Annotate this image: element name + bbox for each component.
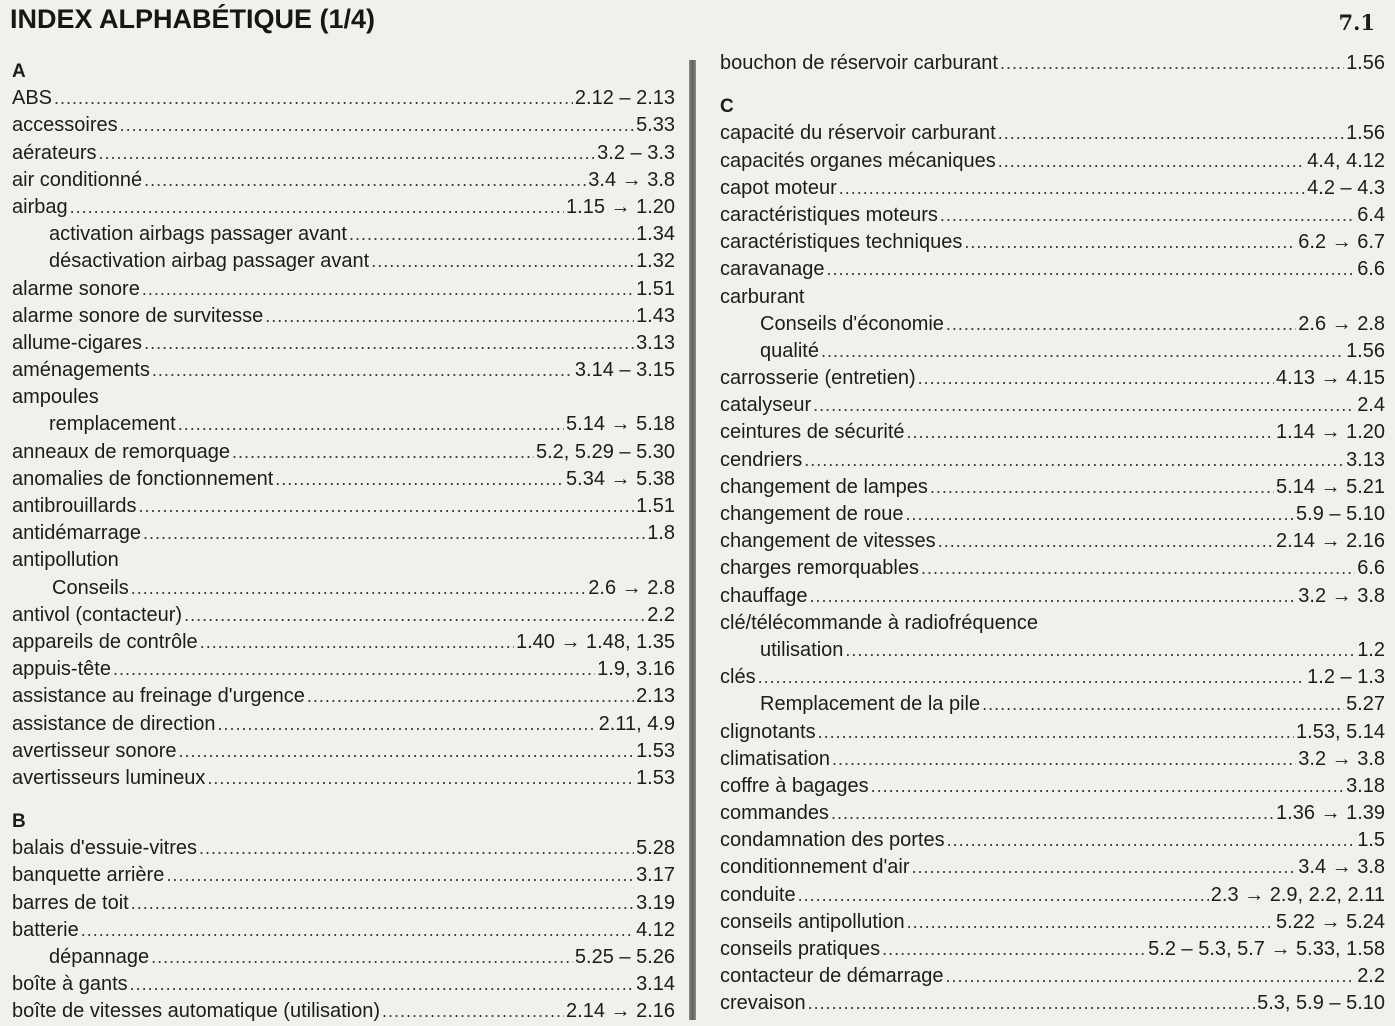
index-entry <box>720 990 1385 1017</box>
index-entry <box>12 112 675 139</box>
index-entry <box>720 175 1385 202</box>
index-page-ref: 1.14 → 1.20 <box>1276 421 1385 444</box>
index-page-ref: 2.12 – 2.13 <box>574 87 675 110</box>
index-term: alarme sonore <box>12 277 140 300</box>
index-term: clé/télécommande à radiofréquence <box>720 611 1038 634</box>
dot-leader <box>945 963 1355 990</box>
index-page-ref: 5.34 → 5.38 <box>566 467 675 490</box>
dot-leader <box>964 229 1296 256</box>
dot-leader <box>217 711 596 738</box>
index-entry <box>720 773 1385 800</box>
index-term: capacités organes mécaniques <box>720 149 996 172</box>
index-term: allume-cigares <box>12 331 143 354</box>
index-page-ref: 1.53 <box>636 766 675 789</box>
index-page-ref: 4.2 – 4.3 <box>1307 176 1385 199</box>
index-term: remplacement <box>49 413 176 436</box>
index-page-ref: 5.3, 5.9 – 5.10 <box>1257 992 1385 1015</box>
index-term: désactivation airbag passager avant <box>49 250 370 273</box>
index-term: appareils de contrôle <box>12 630 198 653</box>
section-gap <box>12 792 675 808</box>
column-divider <box>689 60 696 1020</box>
index-term: aérateurs <box>12 141 97 164</box>
dot-leader <box>265 303 634 330</box>
index-page-ref: 1.53, 5.14 <box>1296 720 1385 743</box>
index-entry <box>12 411 675 438</box>
index-entry <box>720 800 1385 827</box>
index-entry <box>720 365 1385 392</box>
index-term: avertisseurs lumineux <box>12 766 206 789</box>
index-entry <box>720 501 1385 528</box>
index-term: crevaison <box>720 992 806 1015</box>
index-entry <box>12 683 675 710</box>
dot-leader <box>905 501 1294 528</box>
section-letter <box>720 93 1385 120</box>
index-page-ref: 6.2 → 6.7 <box>1298 231 1385 254</box>
index-page-ref: 1.43 <box>636 304 675 327</box>
index-page-ref: 2.13 <box>636 685 675 708</box>
index-page-ref: 6.6 <box>1357 258 1385 281</box>
index-page-ref: 2.4 <box>1357 394 1385 417</box>
index-column-right <box>720 50 1385 1018</box>
index-page-ref: 5.28 <box>636 837 675 860</box>
page-title: INDEX ALPHABÉTIQUE (1/4) <box>10 4 376 34</box>
index-term: banquette arrière <box>12 864 165 887</box>
index-term: clignotants <box>720 720 816 743</box>
dot-leader <box>152 357 573 384</box>
dot-leader <box>810 583 1297 610</box>
dot-leader <box>845 637 1355 664</box>
index-term: Conseils d'économie <box>760 312 944 335</box>
index-entry <box>720 664 1385 691</box>
dot-leader <box>120 112 634 139</box>
index-page-ref: 5.2, 5.29 – 5.30 <box>535 440 675 463</box>
index-entry <box>12 602 675 629</box>
index-entry <box>12 85 675 112</box>
dot-leader <box>99 140 596 167</box>
index-page-ref: 3.14 <box>636 973 675 996</box>
index-page-ref: 2.3 → 2.9, 2.2, 2.11 <box>1210 883 1385 906</box>
index-page-ref: 2.14 → 2.16 <box>566 1000 675 1023</box>
dot-leader <box>832 746 1296 773</box>
index-entry <box>720 936 1385 963</box>
section-letter-label: C <box>720 96 734 118</box>
index-term: caractéristiques techniques <box>720 231 963 254</box>
index-term: assistance de direction <box>12 712 216 735</box>
index-page-ref: 1.32 <box>636 250 675 273</box>
index-term: barres de toit <box>12 891 129 914</box>
index-page-ref: 5.25 – 5.26 <box>574 946 675 968</box>
index-page-ref: 4.4, 4.12 <box>1307 149 1385 172</box>
index-entry <box>12 738 675 765</box>
dot-leader <box>808 990 1256 1017</box>
index-entry <box>12 835 675 862</box>
index-term: charges remorquables <box>720 557 919 580</box>
index-term: conduite <box>720 883 796 906</box>
index-page-ref: 5.22 → 5.24 <box>1276 910 1385 933</box>
index-page-ref: 3.2 → 3.8 <box>1298 584 1385 607</box>
index-entry <box>720 555 1385 582</box>
index-term: antipollution <box>12 549 119 572</box>
dot-leader <box>275 466 564 493</box>
index-term: changement de roue <box>720 503 904 525</box>
index-entry <box>12 765 675 792</box>
index-page-ref: 1.56 <box>1346 339 1385 362</box>
section-letter-label: B <box>12 811 26 833</box>
index-entry <box>12 547 675 574</box>
index-term: dépannage <box>49 946 150 968</box>
dot-leader <box>813 392 1355 419</box>
dot-leader <box>821 338 1344 365</box>
index-entry <box>720 746 1385 773</box>
index-entry <box>12 998 675 1025</box>
index-entry <box>720 691 1385 718</box>
index-page-ref: 5.27 <box>1346 693 1385 716</box>
dot-leader <box>151 944 573 971</box>
dot-leader <box>382 998 564 1025</box>
index-entry <box>12 194 675 221</box>
index-term: balais d'essuie-vitres <box>12 837 198 860</box>
index-page-ref: 2.6 → 2.8 <box>1298 312 1385 335</box>
dot-leader <box>142 276 634 303</box>
index-page-ref: 2.2 <box>1357 965 1385 988</box>
index-page-ref: 5.9 – 5.10 <box>1296 503 1385 525</box>
index-entry <box>720 882 1385 909</box>
index-entry <box>12 330 675 357</box>
index-page-ref: 6.6 <box>1357 557 1385 580</box>
dot-leader <box>184 602 645 629</box>
index-entry <box>12 890 675 917</box>
index-entry <box>720 447 1385 474</box>
dot-leader <box>199 835 634 862</box>
index-term: boîte à gants <box>12 973 128 996</box>
index-term: ceintures de sécurité <box>720 421 905 444</box>
index-entry <box>720 827 1385 854</box>
index-page-ref: 3.14 – 3.15 <box>574 359 675 382</box>
index-entry <box>12 917 675 944</box>
section-letter <box>12 808 675 835</box>
dot-leader <box>179 738 635 765</box>
dot-leader <box>930 474 1274 501</box>
dot-leader <box>166 862 634 889</box>
index-entry <box>12 944 675 971</box>
index-page-ref: 5.33 <box>636 114 675 137</box>
dot-leader <box>998 148 1305 175</box>
index-page-ref: 1.56 <box>1346 52 1385 74</box>
index-term: carburant <box>720 285 805 308</box>
dot-leader <box>982 691 1344 718</box>
dot-leader <box>178 411 564 438</box>
index-page-ref: 3.17 <box>636 864 675 887</box>
index-term: bouchon de réservoir carburant <box>720 52 998 74</box>
index-page-ref: 3.4 → 3.8 <box>588 168 675 191</box>
index-entry <box>720 338 1385 365</box>
index-entry <box>12 276 675 303</box>
index-entry <box>720 963 1385 990</box>
index-term: climatisation <box>720 747 831 770</box>
index-entry <box>12 248 675 275</box>
dot-leader <box>307 683 634 710</box>
index-page-ref: 1.53 <box>636 739 675 762</box>
dot-leader <box>758 664 1306 691</box>
index-entry <box>720 148 1385 175</box>
index-page-ref: 6.4 <box>1357 203 1385 226</box>
index-term: conseils pratiques <box>720 938 881 960</box>
dot-leader <box>113 656 595 683</box>
index-term: catalyseur <box>720 394 812 417</box>
index-entry <box>12 971 675 998</box>
index-entry <box>12 575 675 602</box>
dot-leader <box>946 311 1296 338</box>
index-term: qualité <box>760 339 819 362</box>
dot-leader <box>349 221 634 248</box>
index-term: batterie <box>12 918 79 941</box>
index-term: accessoires <box>12 114 118 137</box>
index-page-ref: 2.6 → 2.8 <box>588 576 675 599</box>
index-entry <box>720 256 1385 283</box>
index-term: alarme sonore de survitesse <box>12 304 264 327</box>
index-entry <box>720 202 1385 229</box>
dot-leader <box>918 365 1274 392</box>
index-term: carrosserie (entretien) <box>720 367 916 390</box>
dot-leader <box>818 719 1294 746</box>
index-page-ref: 5.14 → 5.21 <box>1276 475 1385 498</box>
section-gap <box>720 77 1385 93</box>
index-page-ref: 1.2 – 1.3 <box>1307 666 1385 689</box>
page-number: 7.1 <box>1338 10 1375 35</box>
index-page-ref: 1.40 → 1.48, 1.35 <box>515 630 675 653</box>
index-entry <box>720 637 1385 664</box>
index-entry <box>12 656 675 683</box>
dot-leader <box>998 120 1344 147</box>
index-entry <box>720 909 1385 936</box>
index-page-ref: 1.51 <box>636 277 675 300</box>
dot-leader <box>232 439 534 466</box>
index-entry <box>720 229 1385 256</box>
dot-leader <box>54 85 573 112</box>
dot-leader <box>798 882 1209 909</box>
index-page-ref: 3.13 <box>1346 448 1385 471</box>
index-page-ref: 1.36 → 1.39 <box>1276 802 1385 825</box>
index-term: cendriers <box>720 448 803 471</box>
index-term: antidémarrage <box>12 522 141 545</box>
index-term: antivol (contacteur) <box>12 603 183 626</box>
index-term: anneaux de remorquage <box>12 440 230 463</box>
index-entry <box>12 439 675 466</box>
index-page-ref: 1.8 <box>647 522 675 545</box>
dot-leader <box>827 256 1356 283</box>
index-term: chauffage <box>720 584 808 607</box>
index-entry <box>12 357 675 384</box>
index-term: ABS <box>12 87 53 110</box>
index-entry <box>720 474 1385 501</box>
index-term: boîte de vitesses automatique (utilisation) <box>12 1000 380 1023</box>
dot-leader <box>921 555 1355 582</box>
index-column-left <box>12 58 675 1026</box>
index-term: condamnation des portes <box>720 829 945 852</box>
index-entry <box>12 520 675 547</box>
index-term: conditionnement d'air <box>720 856 910 879</box>
index-term: utilisation <box>760 638 844 661</box>
index-page-ref: 5.2 – 5.3, 5.7 → 5.33, 1.58 <box>1148 938 1385 960</box>
index-term: anomalies de fonctionnement <box>12 467 274 490</box>
index-term: Conseils <box>52 576 129 599</box>
index-term: avertisseur sonore <box>12 739 177 762</box>
index-term: conseils antipollution <box>720 910 905 933</box>
index-page-ref: 2.11, 4.9 <box>598 712 675 735</box>
index-entry <box>720 50 1385 77</box>
dot-leader <box>130 971 634 998</box>
index-term: contacteur de démarrage <box>720 965 944 988</box>
index-term: airbag <box>12 195 68 218</box>
index-term: commandes <box>720 802 829 825</box>
index-page-ref: 1.15 → 1.20 <box>566 195 675 218</box>
dot-leader <box>144 167 586 194</box>
index-entry <box>720 719 1385 746</box>
dot-leader <box>200 629 514 656</box>
index-page-ref: 3.18 <box>1346 774 1385 797</box>
dot-leader <box>371 248 634 275</box>
index-entry <box>12 140 675 167</box>
index-page-ref: 3.2 – 3.3 <box>597 141 675 164</box>
dot-leader <box>70 194 564 221</box>
index-entry <box>720 284 1385 311</box>
index-entry <box>720 311 1385 338</box>
dot-leader <box>81 917 634 944</box>
index-page-ref: 3.2 → 3.8 <box>1298 747 1385 770</box>
dot-leader <box>831 800 1274 827</box>
dot-leader <box>912 854 1297 881</box>
index-entry <box>12 303 675 330</box>
index-entry <box>12 493 675 520</box>
index-term: activation airbags passager avant <box>49 223 347 246</box>
index-page-ref: 1.56 <box>1346 122 1385 145</box>
dot-leader <box>207 765 634 792</box>
index-page-ref: 1.5 <box>1357 829 1385 852</box>
index-page-ref: 1.34 <box>636 223 675 246</box>
index-term: coffre à bagages <box>720 774 869 797</box>
index-term: assistance au freinage d'urgence <box>12 685 305 708</box>
index-term: changement de vitesses <box>720 530 936 553</box>
index-term: Remplacement de la pile <box>760 693 981 716</box>
index-entry <box>12 466 675 493</box>
dot-leader <box>804 447 1344 474</box>
index-page-ref: 2.2 <box>647 603 675 626</box>
section-letter-label: A <box>12 61 26 82</box>
index-page-ref: 3.13 <box>636 331 675 354</box>
dot-leader <box>871 773 1344 800</box>
index-page-ref: 4.12 <box>636 918 675 941</box>
index-term: ampoules <box>12 386 99 409</box>
index-entry <box>12 862 675 889</box>
index-term: appuis-tête <box>12 658 111 681</box>
index-page-ref: 5.14 → 5.18 <box>566 413 675 436</box>
index-entry <box>720 419 1385 446</box>
index-entry <box>720 392 1385 419</box>
index-entry <box>12 384 675 411</box>
dot-leader <box>907 909 1274 936</box>
index-term: aménagements <box>12 359 150 382</box>
index-page-ref: 2.14 → 2.16 <box>1276 530 1385 553</box>
index-page-ref: 1.9, 3.16 <box>597 658 675 681</box>
dot-leader <box>139 493 635 520</box>
index-page-ref: 3.4 → 3.8 <box>1298 856 1385 879</box>
dot-leader <box>882 936 1146 963</box>
dot-leader <box>947 827 1356 854</box>
index-term: caravanage <box>720 258 825 281</box>
index-entry <box>720 583 1385 610</box>
index-page-ref: 1.2 <box>1357 638 1385 661</box>
index-page-ref: 4.13 → 4.15 <box>1276 367 1385 390</box>
dot-leader <box>907 419 1274 446</box>
dot-leader <box>143 520 645 547</box>
index-entry <box>12 221 675 248</box>
dot-leader <box>131 575 587 602</box>
index-page-ref: 1.51 <box>636 495 675 517</box>
dot-leader <box>839 175 1305 202</box>
index-page-ref: 3.19 <box>636 891 675 914</box>
index-entry <box>720 528 1385 555</box>
index-entry <box>720 610 1385 637</box>
dot-leader <box>144 330 634 357</box>
index-term: antibrouillards <box>12 495 137 517</box>
index-entry <box>720 854 1385 881</box>
dot-leader <box>131 890 634 917</box>
index-entry <box>720 120 1385 147</box>
dot-leader <box>938 528 1274 555</box>
index-entry <box>12 629 675 656</box>
index-term: air conditionné <box>12 168 143 191</box>
index-entry <box>12 167 675 194</box>
index-entry <box>12 711 675 738</box>
section-letter <box>12 58 675 85</box>
index-term: clés <box>720 666 756 689</box>
dot-leader <box>1000 50 1344 77</box>
dot-leader <box>940 202 1355 229</box>
index-term: capacité du réservoir carburant <box>720 122 996 145</box>
index-term: caractéristiques moteurs <box>720 203 938 226</box>
index-term: changement de lampes <box>720 475 928 498</box>
index-term: capot moteur <box>720 176 837 199</box>
